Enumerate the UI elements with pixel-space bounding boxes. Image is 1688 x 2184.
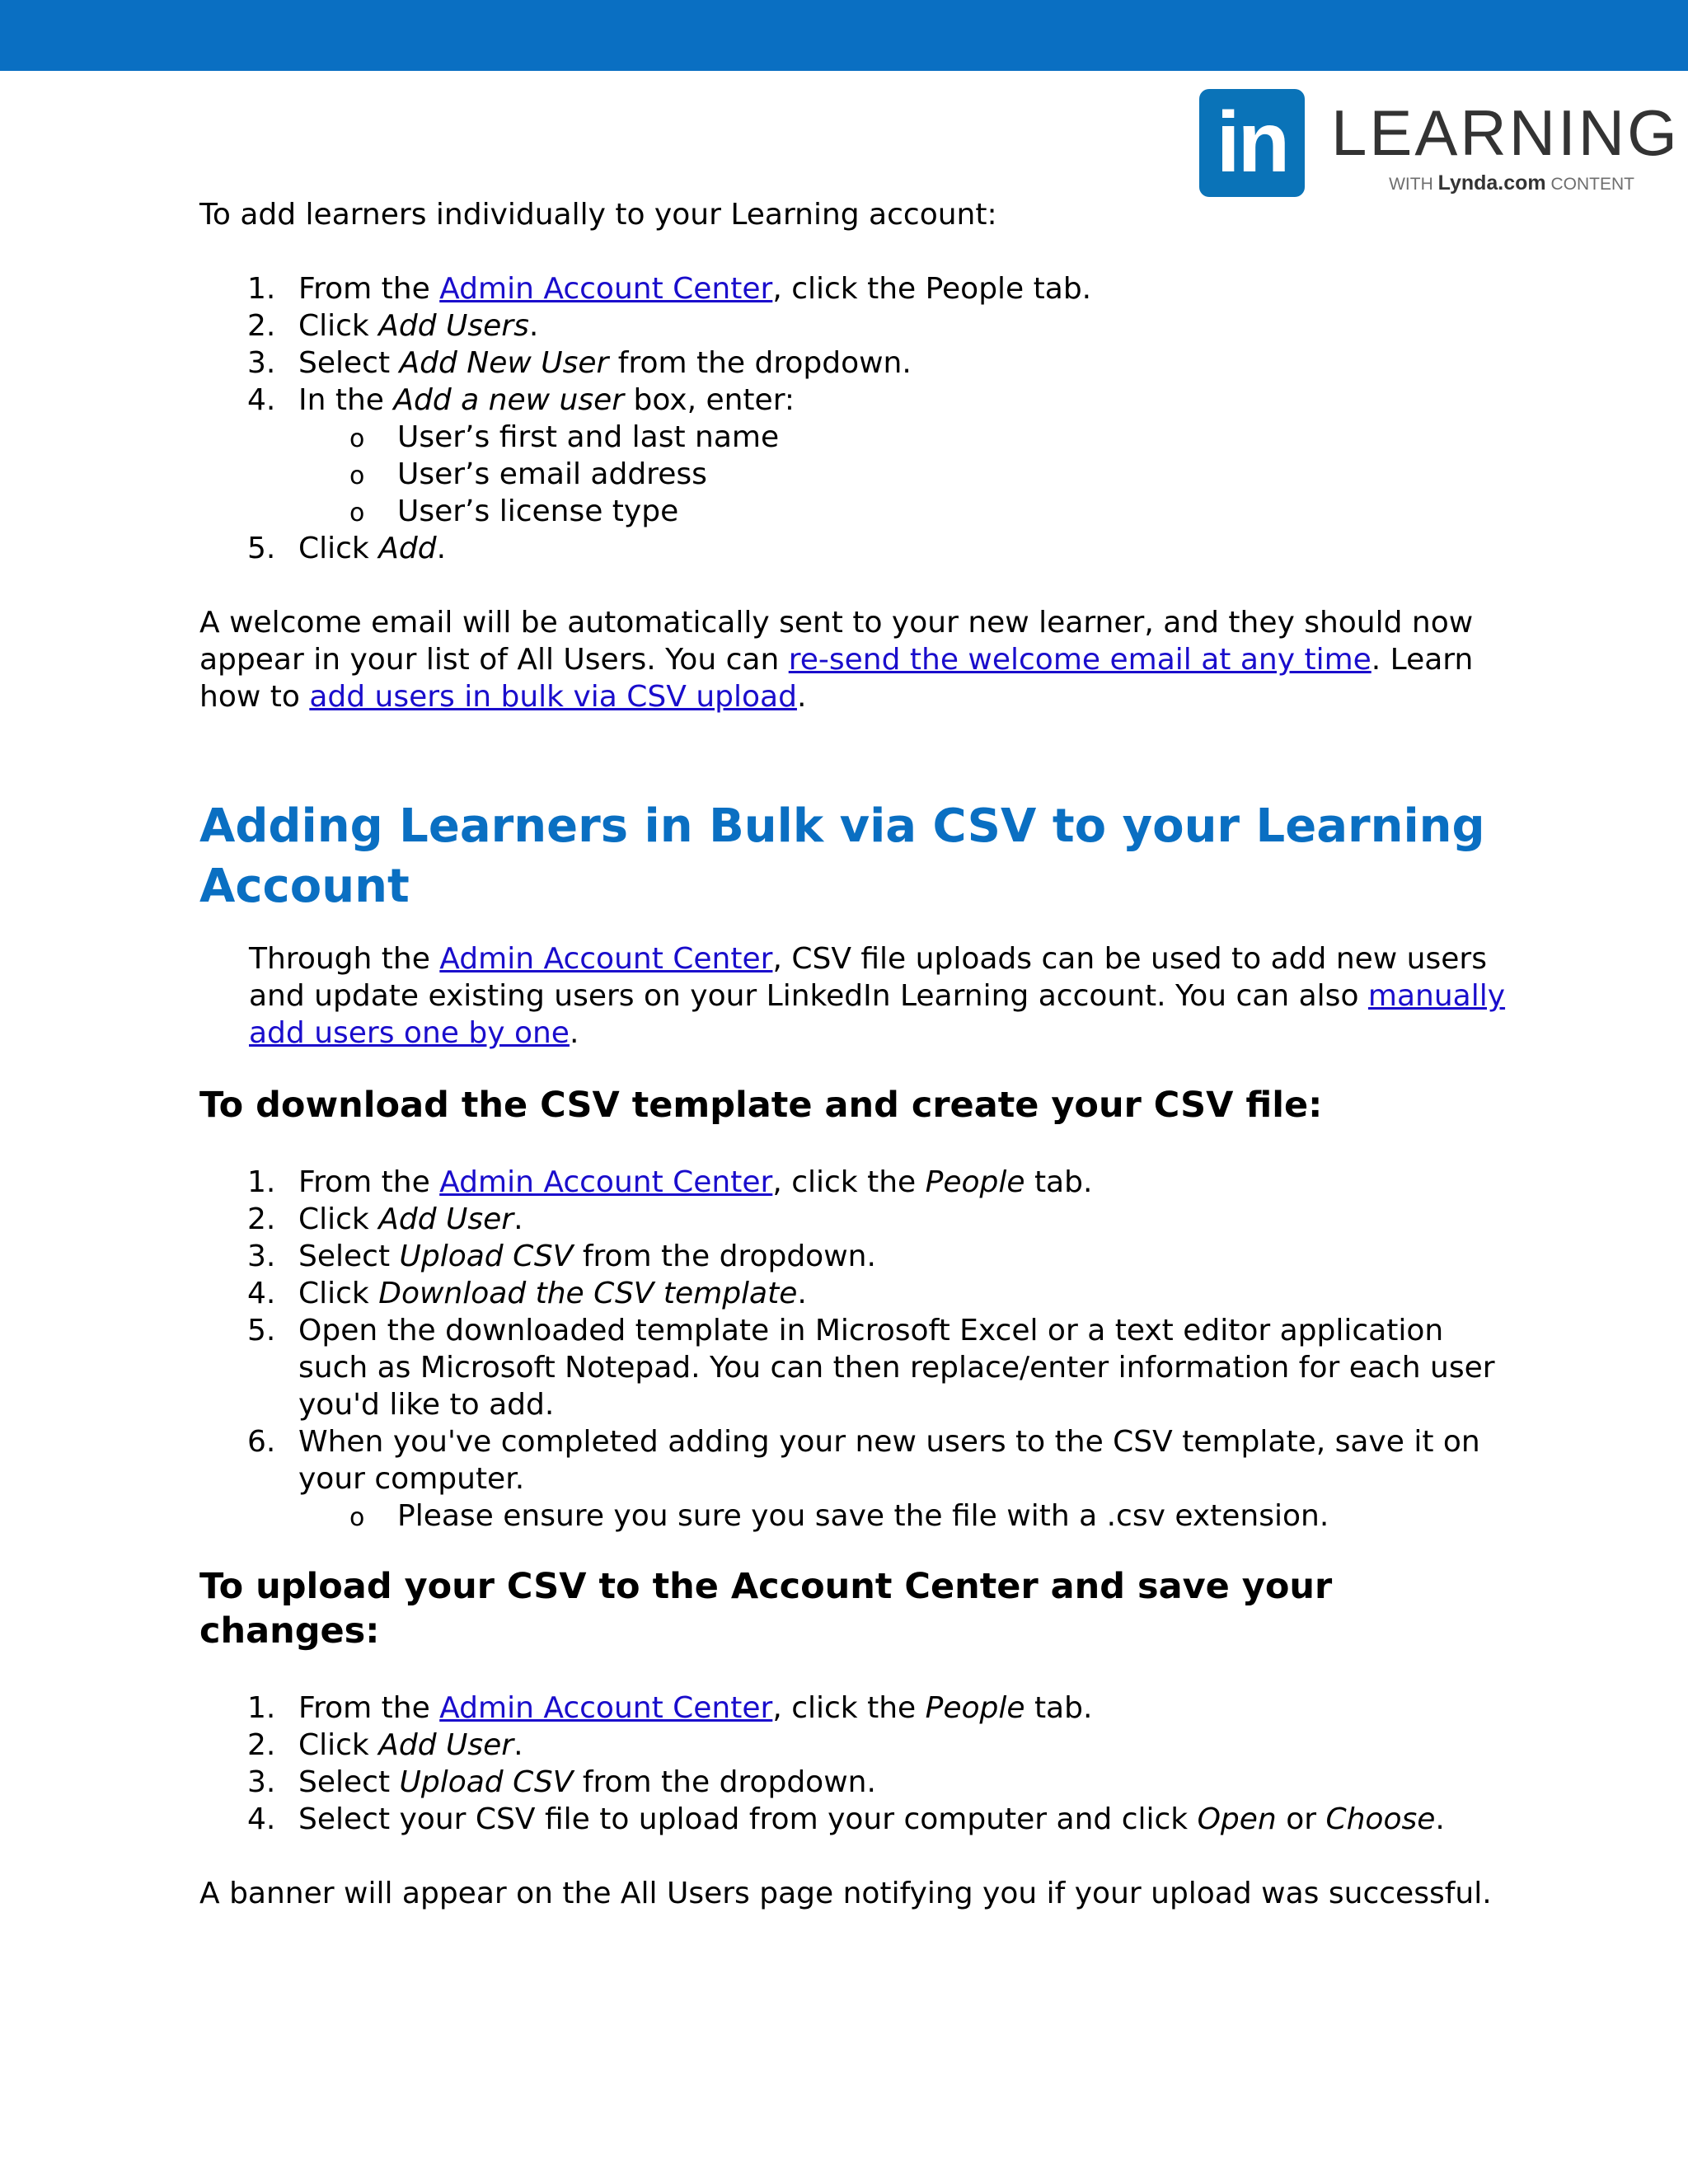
list-item: 3. Select Upload CSV from the dropdown.: [247, 1765, 876, 1799]
list-item: 4. Select your CSV file to upload from your computer and click Open or Choose.: [247, 1802, 1445, 1836]
download-heading: To download the CSV template and create your CSV file:: [199, 1085, 1323, 1126]
intro-heading: To add learners individually to your Learning account:: [199, 198, 997, 232]
list-item: 4. In the Add a new user box, enter: o User’s first and last name o User’s email address o User’s license type: [199, 382, 1518, 530]
logo-with: WITH: [1389, 175, 1433, 194]
bulk-intro-paragraph: Through the Admin Account Center, CSV file uploads can be used to add new users and update existing users on your LinkedIn Learning account. You can also manually add users one by one.: [249, 942, 1506, 1050]
logo-word: LEARNING: [1331, 96, 1680, 169]
list-item: 2. Click Add Users.: [247, 309, 539, 343]
upload-steps-list: [199, 1690, 1518, 1838]
list-item: 3. Select Add New User from the dropdown.: [247, 346, 912, 380]
admin-account-center-link[interactable]: Admin Account Center: [439, 942, 773, 976]
list-item: 6. When you've completed adding your new users to the CSV template, save it on your computer. o Please ensure you sure you save the file with a .csv extension.: [199, 1423, 1518, 1535]
welcome-paragraph: A welcome email will be automatically sent to your new learner, and they should now appear in your list of All Users. You can re-send the welcome email at any time. Learn how to add users in bulk via CSV upload.: [199, 606, 1474, 714]
list-item: 5. Click Add.: [247, 532, 447, 565]
sub-list-item: o User’s license type: [349, 494, 679, 528]
closing-paragraph: A banner will appear on the All Users page notifying you if your upload was successful.: [199, 1877, 1492, 1910]
resend-welcome-link[interactable]: re-send the welcome email at any time: [788, 643, 1372, 677]
sub-list: [298, 1497, 1518, 1535]
linkedin-learning-logo: [1199, 89, 1680, 199]
download-steps-list: [199, 1164, 1518, 1535]
admin-account-center-link[interactable]: Admin Account Center: [439, 272, 773, 306]
sub-list-item: o Please ensure you sure you save the file with a .csv extension.: [349, 1499, 1329, 1533]
list-item: 1. From the Admin Account Center, click the People tab.: [247, 1691, 1093, 1725]
admin-account-center-link[interactable]: Admin Account Center: [439, 1165, 773, 1199]
list-item: 1. From the Admin Account Center, click the People tab.: [247, 272, 1092, 306]
bulk-upload-link[interactable]: add users in bulk via CSV upload: [309, 680, 797, 714]
admin-account-center-link[interactable]: Admin Account Center: [439, 1691, 773, 1725]
upload-heading: To upload your CSV to the Account Center and save your changes:: [199, 1566, 1333, 1652]
list-item: 2. Click Add User.: [247, 1728, 523, 1762]
list-item: 4. Click Download the CSV template.: [247, 1277, 807, 1310]
logo-lynda: Lynda.com: [1437, 171, 1546, 194]
document-body: [199, 196, 1518, 1912]
list-item: 5. Open the downloaded template in Microsoft Excel or a text editor application such as Microsoft Notepad. You can then replace/enter information for each user you'd like to add.: [247, 1314, 1495, 1422]
top-banner: [0, 0, 1688, 71]
logo-badge-text: in: [1216, 95, 1288, 190]
sub-list-item: o User’s first and last name: [349, 420, 780, 454]
section-title: Adding Learners in Bulk via CSV to your Learning Account: [199, 799, 1485, 913]
logo-subtitle: [1389, 171, 1634, 195]
sub-list: [298, 419, 1518, 530]
list-item: 2. Click Add User.: [247, 1202, 523, 1236]
sub-list-item: o User’s email address: [349, 457, 707, 491]
logo-content: CONTENT: [1550, 175, 1634, 194]
manual-add-link[interactable]: manually add users one by one: [249, 979, 1506, 1050]
list-item: 1. From the Admin Account Center, click the People tab.: [247, 1165, 1093, 1199]
list-item: 3. Select Upload CSV from the dropdown.: [247, 1240, 876, 1273]
individual-steps-list: [199, 270, 1518, 567]
